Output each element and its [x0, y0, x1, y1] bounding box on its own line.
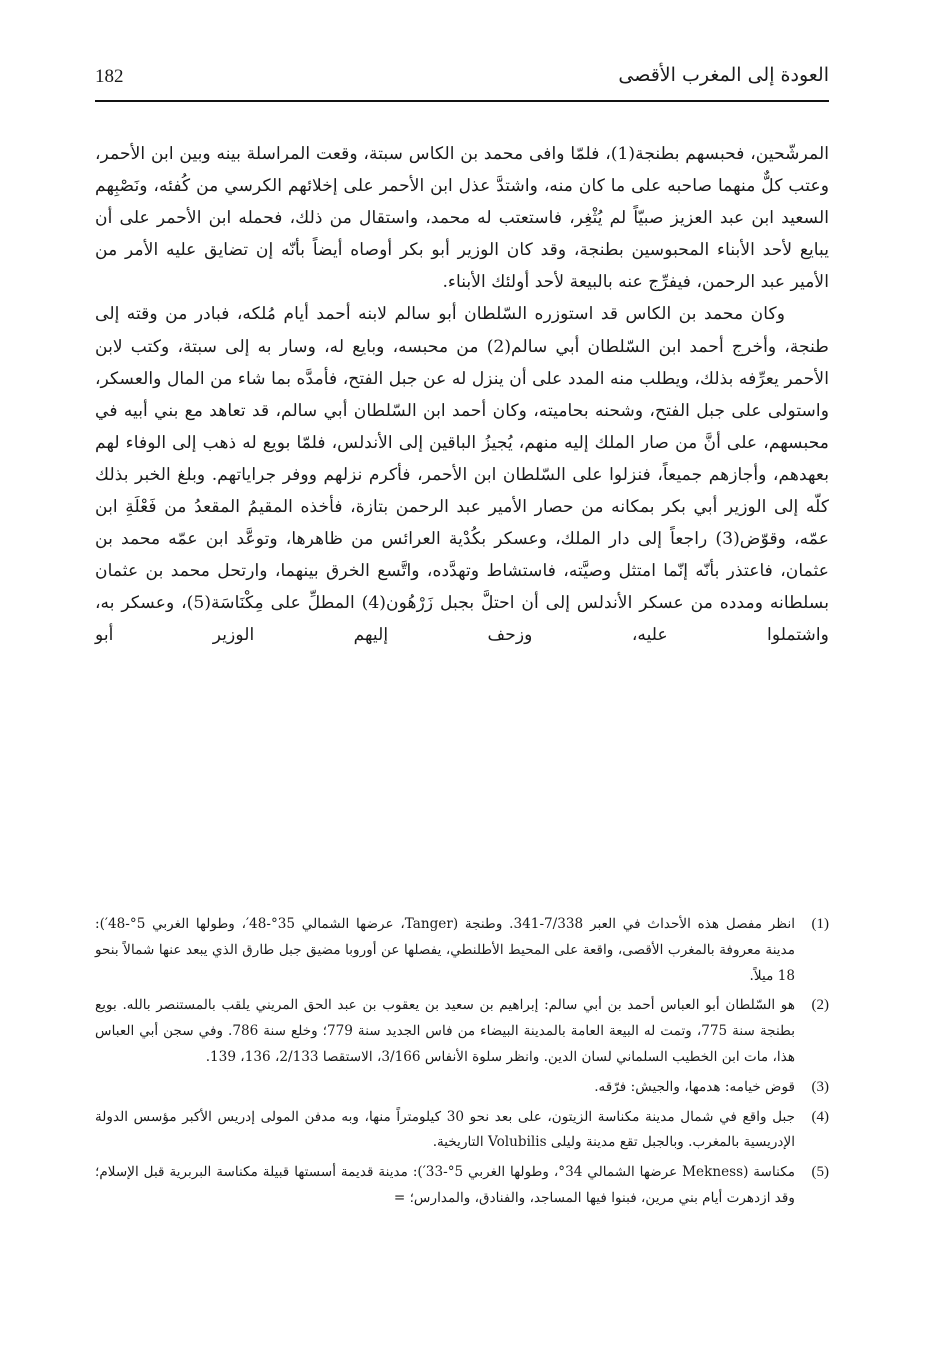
footnote: [95, 993, 829, 1070]
footnotes: [95, 912, 829, 1216]
footnote-number: (2): [811, 997, 829, 1014]
running-title: العودة إلى المغرب الأقصى: [618, 64, 829, 86]
page-header: [95, 64, 829, 102]
paragraph: وكان محمد بن الكاس قد استوزره السّلطان أبو سالم لابنه أحمد أيام مُلكه، فبادر من وقته إلى طنجة، وأخرج أحمد ابن السّلطان أبي سالم(2) من محبسه، وبايع له، وسار به إلى سبتة، وكتب لابن الأحمر يعرِّفه بذلك، ويطلب منه المدد على أن ينزل له عن جبل الفتح، فأمدَّه بما شاء من المال والعسكر، واستولى على جبل الفتح، وشحنه بحاميته، وكان أحمد ابن السّلطان أبي سالم، قد تعاهد مع بني أبيه في محبسهم، على أنَّ من صار الملك إليه منهم، يُجيزُ الباقين إلى الأندلس، فلمّا بويع له ذهب إلى الوفاء لهم بعهدهم، وأجازهم جميعاً، فنزلوا على السّلطان ابن الأحمر، فأكرم نزلهم ووفر جراياتهم. وبلغ الخبر بذلك كلّه إلى الوزير أبي بكر بمكانه من حصار الأمير عبد الرحمن بتازة، فأخذه المقيمُ المقعدُ من فَعْلَةِ ابن عمّه، وقوّض(3) راجعاً إلى دار الملك، وعسكر بكُدْية العرائس من ظاهرها، وتوعَّد ابن عمّه محمد بن عثمان، فاعتذر بأنّه إنّما امتثل وصيَّته، فاستشاط وتهدَّده، واتَّسع الخرق بينهما، وارتحل محمد بن عثمان بسلطانه ومدده من عسكر الأندلس إلى أن احتلَّ بجبل زَرْهُون(4) المطلِّ على مِكْنَاسَة(5)، وعسكر به، واشتملوا عليه، وزحف إليهم الوزير أبو: [95, 304, 829, 646]
footnote-text: قوض خيامه: هدمها، والجيش: فرّقه.: [594, 1078, 795, 1095]
footnote-text: مكناسة (Mekness عرضها الشمالي 34°، وطولها الغربي 5°-33′): مدينة قديمة أسستها قبيلة مكناسة البربرية قبل الإسلام؛ وقد ازدهرت أيام بني مرين، فبنوا فيها المساجد، والفنادق، والمدارس؛ =: [95, 1164, 795, 1206]
footnote: [95, 1160, 829, 1212]
footnote-number: (5): [811, 1164, 829, 1181]
footnote-text: جبل واقع في شمال مدينة مكناسة الزيتون، على بعد نحو 30 كيلومتراً منها، وبه مدفن المولى إدريس الأكبر مؤسس الدولة الإدريسية بالمغرب. وبالجبل تقع مدينة وليلى Volubilis التاريخية.: [95, 1108, 795, 1151]
footnote: [95, 1075, 829, 1101]
footnote-number: (1): [811, 916, 829, 932]
footnote-text: هو السّلطان أبو العباس أحمد بن أبي سالم: إبراهيم بن سعيد بن يعقوب بن عبد الحق المريني يلقب بالمستنصر بالله. بويع بطنجة سنة 775، وتمت له البيعة العامة بالمدينة البيضاء من فاس الجديد سنة 779؛ وخلع سنة 786. وفي سجن أبي العباس هذا، مات ابن الخطيب السلماني لسان الدين. وانظر سلوة الأنفاس 3/166، الاستقصا 2/133، 136، 139.: [95, 997, 795, 1065]
page-number: 182: [95, 66, 124, 87]
paragraph: المرشّحين، فحبسهم بطنجة(1)، فلمّا وافى محمد بن الكاس سبتة، وقعت المراسلة بينه وبين ابن الأحمر، وعتب كلٌّ منهما صاحبه على ما كان منه، واشتدَّ عذل ابن الأحمر على إخلائهم الكرسي من كُفئه، ونَصْبِهم السعيد ابن عبد العزيز صبيّاً لم يُثْغِر، فاستعتب له محمد، واستقال من ذلك، فحمله ابن الأحمر على أن يبايع لأحد الأبناء المحبوسين بطنجة، وقد كان الوزير أبو بكر أوصاه أيضاً بأنّه إن تضايق عليه الأمر من الأمير عبد الرحمن، فيفرِّج عنه بالبيعة لأحد أولئك الأبناء.: [95, 144, 829, 293]
footnote-text: انظر مفصل هذه الأحداث في العبر 7/338-341. وطنجة (Tanger، عرضها الشمالي 35°-48′، وطولها الغربي 5°-48′): مدينة معروفة بالمغرب الأقصى، واقعة على المحيط الأطلنطي، يفصلها عن أوروبا مضيق جبل طارق الذي يبعد عنها شمالاً بنحو 18 ميلاً.: [95, 916, 796, 984]
footnote-number: (4): [811, 1108, 829, 1125]
footnote: [95, 1105, 829, 1157]
main-text: [95, 138, 829, 652]
footnote-number: (3): [811, 1078, 829, 1095]
footnote: [95, 912, 829, 989]
